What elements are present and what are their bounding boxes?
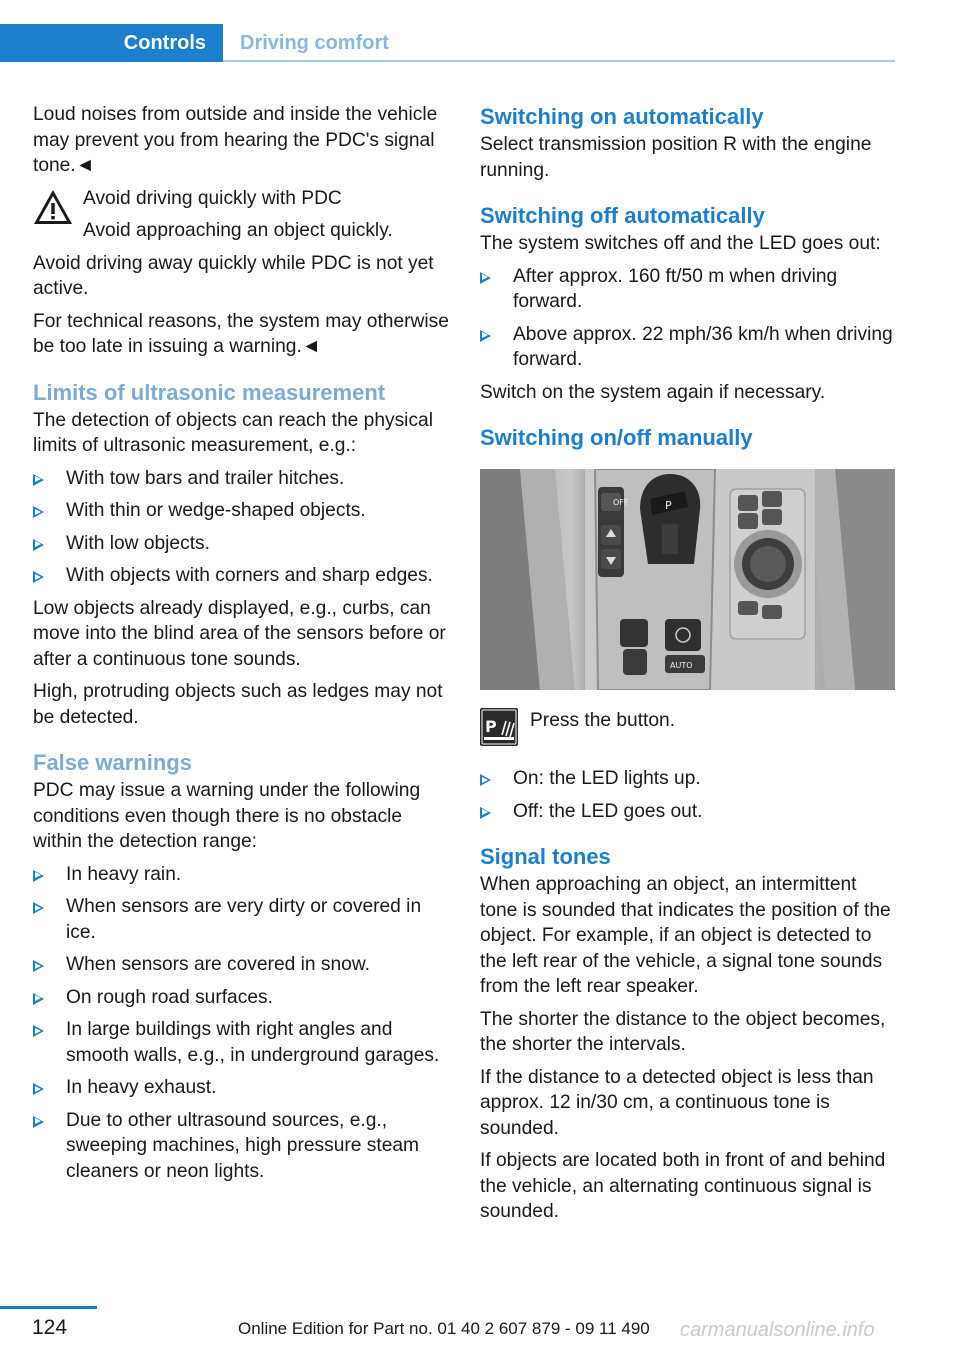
list-item: In large buildings with right angles and smooth walls, e.g., in underground garages.	[33, 1017, 451, 1068]
heading-switch-off-auto: Switching off automatically	[480, 203, 765, 228]
warning-block	[33, 186, 451, 244]
list-item: With low objects.	[33, 531, 451, 557]
list-item: With tow bars and trailer hitches.	[33, 466, 451, 492]
header-rule	[223, 60, 895, 62]
triangle-bullet-icon	[33, 571, 44, 583]
heading-switch-on-auto: Switching on automatically	[480, 104, 764, 129]
triangle-bullet-icon	[33, 993, 44, 1005]
triangle-bullet-icon	[33, 474, 44, 486]
list-item: When sensors are very dirty or covered in ice.	[33, 894, 451, 945]
list-item: In heavy rain.	[33, 862, 451, 888]
switch-off-auto-text: The system switches off and the LED goes out:	[480, 233, 881, 254]
press-instruction	[480, 708, 898, 748]
list-item: After approx. 160 ft/50 m when driving forward.	[480, 264, 898, 315]
list-item: Off: the LED goes out.	[480, 799, 898, 825]
gear-p-label: P	[665, 499, 672, 512]
list-item: When sensors are covered in snow.	[33, 952, 451, 978]
manual-list	[480, 766, 898, 824]
warning-cont-1: Avoid driving away quickly while PDC is not yet active.	[33, 252, 434, 299]
heading-false-warnings: False warnings	[33, 750, 192, 775]
footer-rule	[0, 1306, 97, 1309]
list-item: With objects with corners and sharp edges.	[33, 563, 451, 589]
triangle-bullet-icon	[480, 272, 491, 284]
list-item: On: the LED lights up.	[480, 766, 898, 792]
center-console-photo	[480, 469, 895, 690]
signal-text-3: If the distance to a detected object is less than approx. 12 in/30 cm, a continuous tone is sounded.	[480, 1066, 874, 1139]
switch-off-list	[480, 264, 898, 373]
warning-cont-2: For technical reasons, the system may otherwise be too late in issuing a warning.◄	[33, 310, 449, 357]
triangle-bullet-icon	[33, 1083, 44, 1095]
list-item: Due to other ultrasound sources, e.g., sweeping machines, high pressure steam cleaners or neon lights.	[33, 1108, 451, 1185]
list-item: Above approx. 22 mph/36 km/h when driving forward.	[480, 322, 898, 373]
false-warnings-text: PDC may issue a warning under the following conditions even though there is no obstacle within the detection range:	[33, 780, 421, 852]
heading-signal-tones: Signal tones	[480, 844, 611, 869]
triangle-bullet-icon	[33, 870, 44, 882]
triangle-bullet-icon	[33, 902, 44, 914]
left-column	[33, 102, 451, 1191]
right-column	[480, 102, 898, 1232]
intro-text: Loud noises from outside and inside the vehicle may prevent you from hearing the PDC's signal tone.◄	[33, 104, 438, 176]
limits-list	[33, 466, 451, 589]
section-driving-comfort[interactable]: Driving comfort	[240, 31, 389, 54]
triangle-bullet-icon	[33, 539, 44, 551]
limits-after-2: High, protruding objects such as ledges may not be detected.	[33, 681, 443, 728]
center-console-drawing	[480, 469, 895, 690]
off-button-label: OFF	[613, 498, 629, 507]
watermark: carmanualsonline.info	[680, 1319, 875, 1341]
page-number: 124	[32, 1316, 68, 1339]
heading-switch-manual: Switching on/off manually	[480, 425, 753, 450]
warning-line-2: Avoid approaching an object quickly.	[83, 220, 393, 241]
list-item: On rough road surfaces.	[33, 985, 451, 1011]
triangle-bullet-icon	[33, 960, 44, 972]
auto-button-label: AUTO	[670, 661, 693, 670]
signal-text-1: When approaching an object, an intermittent tone is sounded that indicates the position of the object. For example, if an object is detected to the left rear of the vehicle, a signal tone sounds from the left rear speaker.	[480, 874, 891, 997]
tab-controls[interactable]: Controls	[0, 24, 223, 62]
triangle-bullet-icon	[33, 1025, 44, 1037]
page-header	[0, 24, 895, 62]
false-warnings-list	[33, 862, 451, 1185]
svg-text:P: P	[485, 717, 497, 736]
triangle-bullet-icon	[480, 330, 491, 342]
triangle-bullet-icon	[33, 506, 44, 518]
pdc-button-icon	[480, 708, 518, 746]
heading-limits: Limits of ultrasonic measurement	[33, 379, 386, 405]
list-item: In heavy exhaust.	[33, 1075, 451, 1101]
list-item: With thin or wedge-shaped objects.	[33, 498, 451, 524]
warning-line-1: Avoid driving quickly with PDC	[83, 187, 342, 209]
switch-off-after: Switch on the system again if necessary.	[480, 381, 826, 403]
limits-after-1: Low objects already displayed, e.g., curbs, can move into the blind area of the sensors before or after a continuous tone sounds.	[33, 597, 446, 670]
triangle-bullet-icon	[480, 774, 491, 786]
switch-on-auto-text: Select transmission position R with the engine running.	[480, 134, 872, 181]
press-text: Press the button.	[530, 710, 676, 731]
triangle-bullet-icon	[480, 807, 491, 819]
warning-triangle-icon	[33, 188, 73, 226]
triangle-bullet-icon	[33, 1116, 44, 1128]
edition-text: Online Edition for Part no. 01 40 2 607 879 - 09 11 490	[238, 1319, 650, 1338]
signal-text-4: If objects are located both in front of and behind the vehicle, an alternating continuous signal is sounded.	[480, 1150, 886, 1222]
signal-text-2: The shorter the distance to the object becomes, the shorter the intervals.	[480, 1008, 886, 1055]
limits-text: The detection of objects can reach the physical limits of ultrasonic measurement, e.g.:	[33, 409, 433, 456]
